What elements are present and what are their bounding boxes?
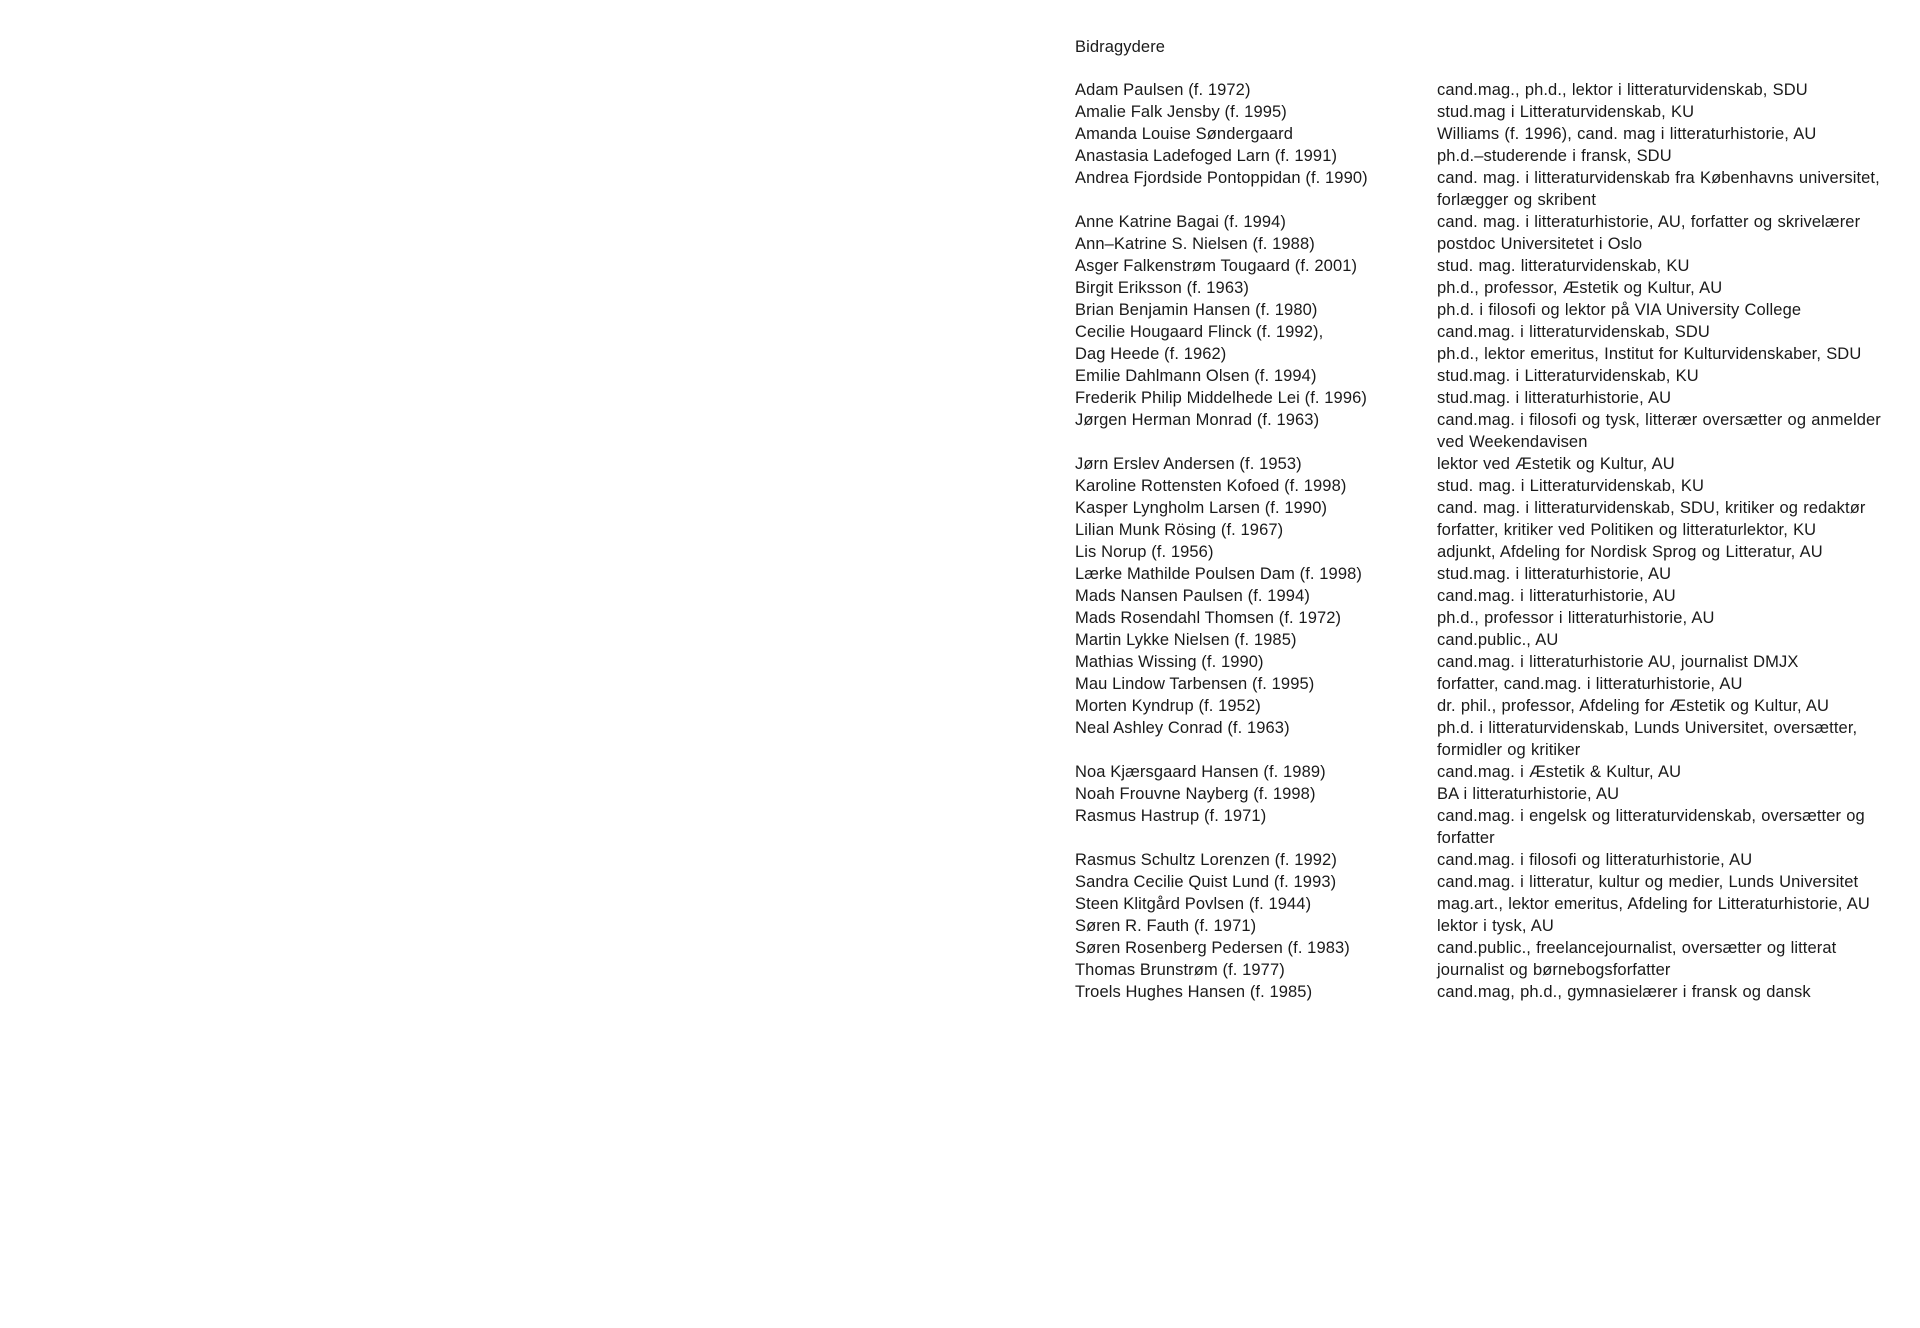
contributor-name: Rasmus Hastrup (f. 1971) bbox=[1075, 807, 1267, 825]
contributor-description: cand. mag. i litteraturhistorie, AU, forfatter og skrivelærer bbox=[1437, 213, 1861, 231]
contributor-description: stud.mag i Litteraturvidenskab, KU bbox=[1437, 103, 1695, 121]
contributor-name: Mau Lindow Tarbensen (f. 1995) bbox=[1075, 675, 1315, 693]
contributor-description: BA i litteraturhistorie, AU bbox=[1437, 785, 1620, 803]
contributor-entry bbox=[1075, 365, 1895, 387]
contributor-name: Morten Kyndrup (f. 1952) bbox=[1075, 697, 1261, 715]
contributor-name: Kasper Lyngholm Larsen (f. 1990) bbox=[1075, 499, 1328, 517]
contributor-name: Adam Paulsen (f. 1972) bbox=[1075, 81, 1251, 99]
contributor-description: mag.art., lektor emeritus, Afdeling for Litteraturhistorie, AU bbox=[1437, 895, 1870, 913]
contributor-name: Søren R. Fauth (f. 1971) bbox=[1075, 917, 1257, 935]
contributor-name: Mads Rosendahl Thomsen (f. 1972) bbox=[1075, 609, 1342, 627]
contributor-description: stud. mag. i Litteraturvidenskab, KU bbox=[1437, 477, 1704, 495]
contributor-description: ph.d.–studerende i fransk, SDU bbox=[1437, 147, 1672, 165]
contributor-description: ph.d., professor, Æstetik og Kultur, AU bbox=[1437, 279, 1723, 297]
contributor-entry bbox=[1075, 717, 1895, 761]
contributor-entry bbox=[1075, 299, 1895, 321]
contributor-entry bbox=[1075, 475, 1895, 497]
contributor-entry bbox=[1075, 101, 1895, 123]
contributor-entry bbox=[1075, 651, 1895, 673]
contributor-name: Lis Norup (f. 1956) bbox=[1075, 543, 1214, 561]
contributor-description: cand.mag. i litteraturvidenskab, SDU bbox=[1437, 323, 1710, 341]
contributor-entry bbox=[1075, 255, 1895, 277]
contributor-description: ph.d., lektor emeritus, Institut for Kulturvidenskaber, SDU bbox=[1437, 345, 1862, 363]
contributor-description: cand.mag. i filosofi og tysk, litterær oversætter og anmelder ved Weekendavisen bbox=[1437, 411, 1881, 451]
contributor-entry bbox=[1075, 849, 1895, 871]
contributor-description: cand.mag. i litteraturhistorie, AU bbox=[1437, 587, 1676, 605]
contributor-entry bbox=[1075, 233, 1895, 255]
contributor-name: Mathias Wissing (f. 1990) bbox=[1075, 653, 1264, 671]
contributor-entry bbox=[1075, 805, 1895, 849]
contributor-entry bbox=[1075, 167, 1895, 211]
contributor-entry bbox=[1075, 585, 1895, 607]
contributor-name: Frederik Philip Middelhede Lei (f. 1996) bbox=[1075, 389, 1367, 407]
contributor-name: Birgit Eriksson (f. 1963) bbox=[1075, 279, 1249, 297]
contributor-entry bbox=[1075, 607, 1895, 629]
contributor-entry bbox=[1075, 695, 1895, 717]
contributor-description: cand.mag. i Æstetik & Kultur, AU bbox=[1437, 763, 1682, 781]
contributor-entry bbox=[1075, 277, 1895, 299]
contributor-name: Emilie Dahlmann Olsen (f. 1994) bbox=[1075, 367, 1317, 385]
contributor-entry bbox=[1075, 629, 1895, 651]
contributor-entry bbox=[1075, 981, 1895, 1003]
contributor-name: Lilian Munk Rösing (f. 1967) bbox=[1075, 521, 1284, 539]
contributor-entry bbox=[1075, 123, 1895, 145]
contributor-description: cand. mag. i litteraturvidenskab fra Københavns universitet, forlægger og skribent bbox=[1437, 169, 1880, 209]
contributor-name: Brian Benjamin Hansen (f. 1980) bbox=[1075, 301, 1318, 319]
contributor-name: Søren Rosenberg Pedersen (f. 1983) bbox=[1075, 939, 1350, 957]
contributor-entry bbox=[1075, 343, 1895, 365]
contributor-name: Noah Frouvne Nayberg (f. 1998) bbox=[1075, 785, 1316, 803]
contributor-entry bbox=[1075, 937, 1895, 959]
contributor-description: cand.mag. i litteraturhistorie AU, journalist DMJX bbox=[1437, 653, 1799, 671]
contributor-entry bbox=[1075, 321, 1895, 343]
contributor-name: Mads Nansen Paulsen (f. 1994) bbox=[1075, 587, 1310, 605]
contributor-name: Jørgen Herman Monrad (f. 1963) bbox=[1075, 411, 1320, 429]
contributor-entry bbox=[1075, 563, 1895, 585]
contributor-description: cand. mag. i litteraturvidenskab, SDU, kritiker og redaktør bbox=[1437, 499, 1866, 517]
contributor-name: Dag Heede (f. 1962) bbox=[1075, 345, 1227, 363]
contributor-description: cand.mag., ph.d., lektor i litteraturvidenskab, SDU bbox=[1437, 81, 1808, 99]
contributor-description: journalist og børnebogsforfatter bbox=[1437, 961, 1671, 979]
contributor-description: lektor ved Æstetik og Kultur, AU bbox=[1437, 455, 1675, 473]
contributor-description: lektor i tysk, AU bbox=[1437, 917, 1554, 935]
contributor-description: forfatter, cand.mag. i litteraturhistorie, AU bbox=[1437, 675, 1743, 693]
contributor-name: Rasmus Schultz Lorenzen (f. 1992) bbox=[1075, 851, 1337, 869]
contributor-entry bbox=[1075, 893, 1895, 915]
contributor-description: adjunkt, Afdeling for Nordisk Sprog og Litteratur, AU bbox=[1437, 543, 1823, 561]
contributor-description: stud.mag. i litteraturhistorie, AU bbox=[1437, 389, 1672, 407]
contributor-name: Jørn Erslev Andersen (f. 1953) bbox=[1075, 455, 1302, 473]
contributor-description: dr. phil., professor, Afdeling for Æstetik og Kultur, AU bbox=[1437, 697, 1830, 715]
contributor-name: Ann–Katrine S. Nielsen (f. 1988) bbox=[1075, 235, 1315, 253]
contributor-name: Noa Kjærsgaard Hansen (f. 1989) bbox=[1075, 763, 1326, 781]
contributor-entry bbox=[1075, 761, 1895, 783]
contributor-description: Williams (f. 1996), cand. mag i litteraturhistorie, AU bbox=[1437, 125, 1817, 143]
contributor-name: Karoline Rottensten Kofoed (f. 1998) bbox=[1075, 477, 1347, 495]
contributor-description: cand.mag. i filosofi og litteraturhistorie, AU bbox=[1437, 851, 1753, 869]
contributor-description: stud.mag. i litteraturhistorie, AU bbox=[1437, 565, 1672, 583]
contributor-entry bbox=[1075, 453, 1895, 475]
page-title: Bidragydere bbox=[1075, 38, 1166, 56]
contributor-entry bbox=[1075, 783, 1895, 805]
contributor-description: postdoc Universitetet i Oslo bbox=[1437, 235, 1643, 253]
contributor-entry bbox=[1075, 145, 1895, 167]
contributor-list bbox=[1075, 79, 1895, 1003]
contributor-name: Anne Katrine Bagai (f. 1994) bbox=[1075, 213, 1287, 231]
contributor-description: cand.public., AU bbox=[1437, 631, 1559, 649]
contributor-entry bbox=[1075, 497, 1895, 519]
contributors-section bbox=[1075, 36, 1895, 1003]
contributor-name: Anastasia Ladefoged Larn (f. 1991) bbox=[1075, 147, 1338, 165]
contributor-name: Amanda Louise Søndergaard bbox=[1075, 125, 1294, 143]
contributor-description: ph.d. i filosofi og lektor på VIA University College bbox=[1437, 301, 1802, 319]
contributor-entry bbox=[1075, 959, 1895, 981]
contributor-description: cand.public., freelancejournalist, oversætter og litterat bbox=[1437, 939, 1837, 957]
contributor-description: ph.d. i litteraturvidenskab, Lunds Universitet, oversætter, formidler og kritiker bbox=[1437, 719, 1858, 759]
contributor-description: cand.mag, ph.d., gymnasielærer i fransk og dansk bbox=[1437, 983, 1811, 1001]
contributor-entry bbox=[1075, 79, 1895, 101]
contributor-name: Cecilie Hougaard Flinck (f. 1992), bbox=[1075, 323, 1324, 341]
contributor-description: stud.mag. i Litteraturvidenskab, KU bbox=[1437, 367, 1699, 385]
contributor-name: Asger Falkenstrøm Tougaard (f. 2001) bbox=[1075, 257, 1358, 275]
contributor-entry bbox=[1075, 409, 1895, 453]
contributor-entry bbox=[1075, 871, 1895, 893]
contributor-entry bbox=[1075, 673, 1895, 695]
contributor-name: Troels Hughes Hansen (f. 1985) bbox=[1075, 983, 1313, 1001]
contributor-description: forfatter, kritiker ved Politiken og litteraturlektor, KU bbox=[1437, 521, 1817, 539]
contributor-name: Steen Klitgård Povlsen (f. 1944) bbox=[1075, 895, 1312, 913]
contributor-entry bbox=[1075, 541, 1895, 563]
contributor-description: ph.d., professor i litteraturhistorie, AU bbox=[1437, 609, 1715, 627]
contributor-name: Neal Ashley Conrad (f. 1963) bbox=[1075, 719, 1290, 737]
contributor-description: cand.mag. i engelsk og litteraturvidenskab, oversætter og forfatter bbox=[1437, 807, 1865, 847]
contributor-name: Amalie Falk Jensby (f. 1995) bbox=[1075, 103, 1287, 121]
contributor-description: stud. mag. litteraturvidenskab, KU bbox=[1437, 257, 1690, 275]
contributor-name: Lærke Mathilde Poulsen Dam (f. 1998) bbox=[1075, 565, 1362, 583]
contributor-name: Martin Lykke Nielsen (f. 1985) bbox=[1075, 631, 1297, 649]
contributor-entry bbox=[1075, 387, 1895, 409]
contributor-entry bbox=[1075, 519, 1895, 541]
contributor-name: Andrea Fjordside Pontoppidan (f. 1990) bbox=[1075, 169, 1368, 187]
contributor-name: Sandra Cecilie Quist Lund (f. 1993) bbox=[1075, 873, 1337, 891]
contributor-description: cand.mag. i litteratur, kultur og medier, Lunds Universitet bbox=[1437, 873, 1859, 891]
contributor-entry bbox=[1075, 915, 1895, 937]
contributor-name: Thomas Brunstrøm (f. 1977) bbox=[1075, 961, 1285, 979]
contributor-entry bbox=[1075, 211, 1895, 233]
